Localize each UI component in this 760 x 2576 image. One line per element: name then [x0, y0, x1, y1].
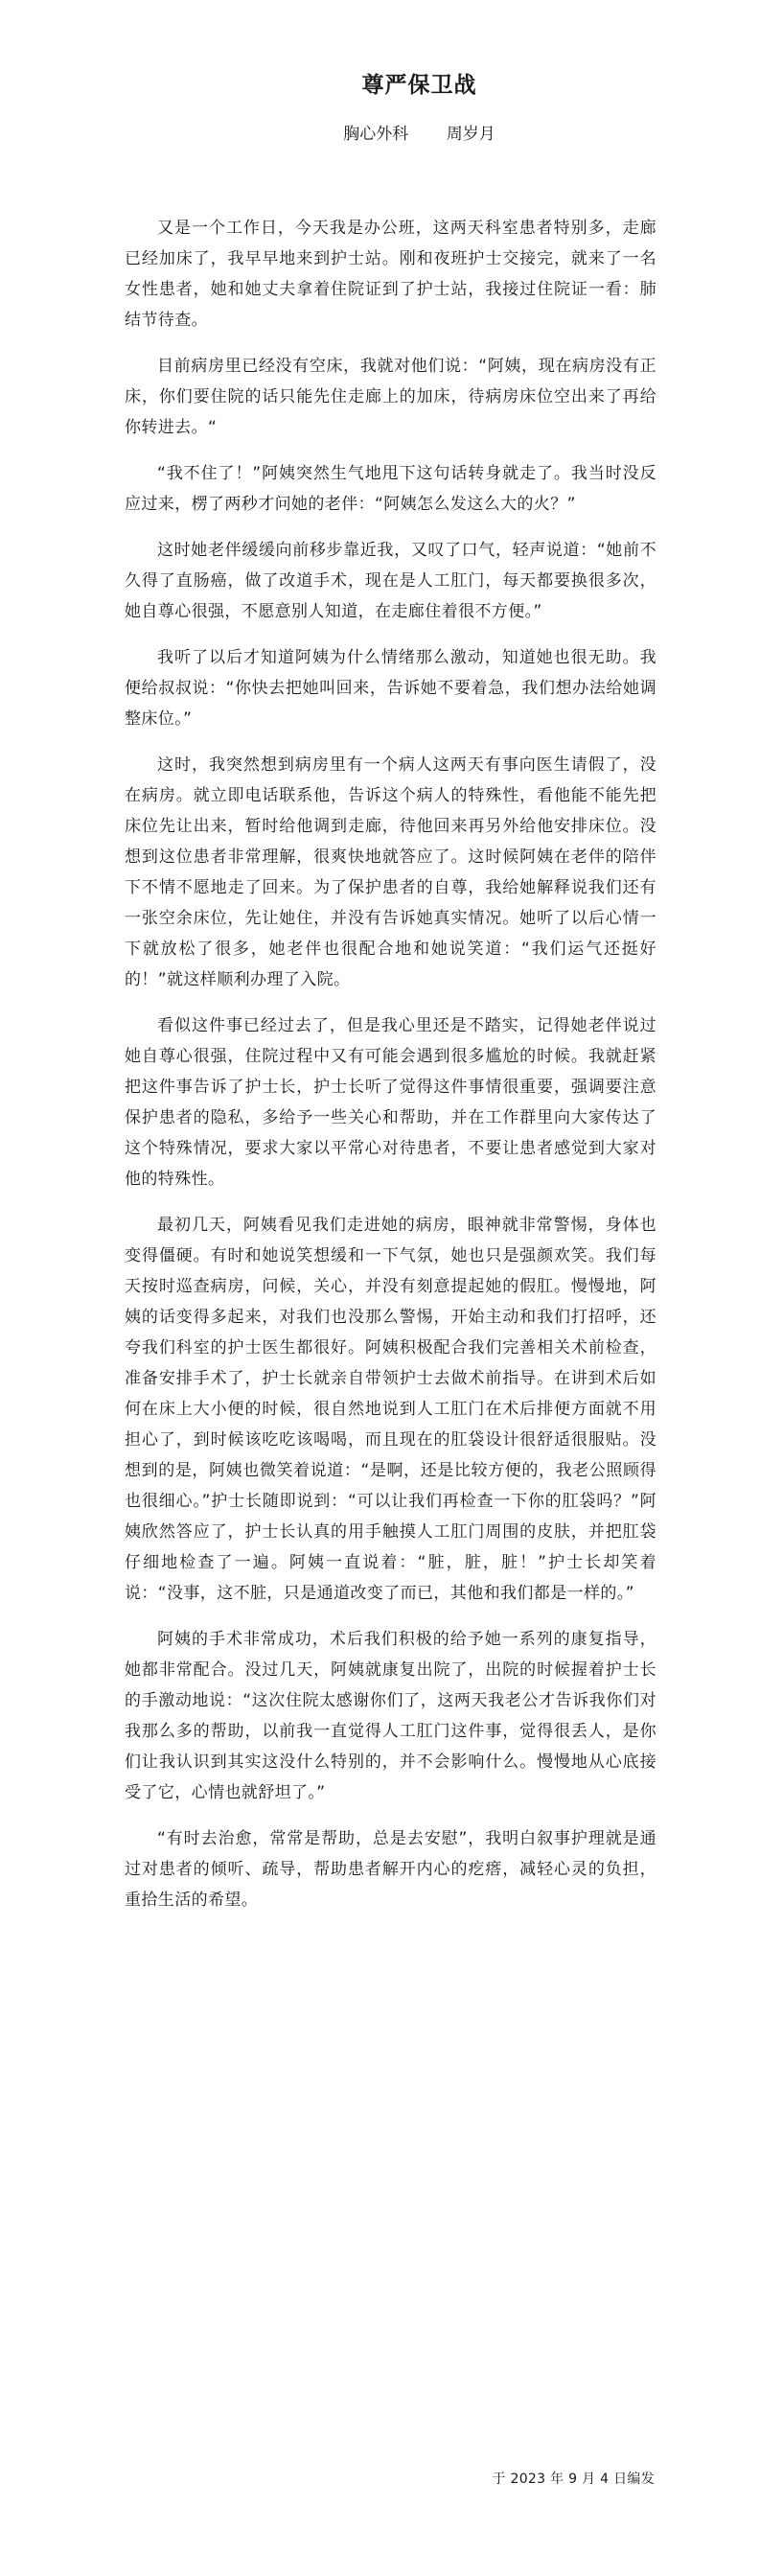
paragraph-8: 最初几天，阿姨看见我们走进她的病房，眼神就非常警惕，身体也变得僵硬。有时和她说笑想缓和一下气氛，她也只是强颜欢笑。我们每天按时巡查病房，问候，关心，并没有刻意提起她的假肛。慢慢地，阿姨的话变得多起来，对我们也没那么警惕，开始主动和我们打招呼，还夸我们科室的护士医生都很好。阿姨积极配合我们完善相关术前检查，准备安排手术了，护士长就亲自带领护士去做术前指导。在讲到术后如何在床上大小便的时候，很自然地说到人工肛门在术后排便方面就不用担心了，到时候该吃吃该喝喝，而且现在的肛袋设计很舒适很服贴。没想到的是，阿姨也微笑着说道：“是啊，还是比较方便的，我老公照顾得也很细心。”护士长随即说到：“可以让我们再检查一下你的肛袋吗？”阿姨欣然答应了，护士长认真的用手触摸人工肛门周围的皮肤，并把肛袋仔细地检查了一遍。阿姨一直说着：“脏，脏，脏！”护士长却笑着说：“没事，这不脏，只是通道改变了而已，其他和我们都是一样的。” [125, 1216, 656, 1603]
paragraph-3: “我不住了！”阿姨突然生气地甩下这句话转身就走了。我当时没反应过来，楞了两秒才问她的老伴：“阿姨怎么发这么大的火？” [125, 464, 656, 514]
article-body [125, 213, 656, 1915]
paragraph-2: 目前病房里已经没有空床，我就对他们说：“阿姨，现在病房没有正床，你们要住院的话只能先住走廊上的加床，待病房床位空出来了再给你转进去。“ [125, 357, 656, 437]
byline [125, 120, 656, 144]
publish-date-note: 于 2023 年 9 月 4 日编发 [492, 2472, 655, 2487]
paragraph-1: 又是一个工作日，今天我是办公班，这两天科室患者特别多，走廊已经加床了，我早早地来到护士站。刚和夜班护士交接完，就来了一名女性患者，她和她丈夫拿着住院证到了护士站，我接过住院证一看：肺结节待查。 [125, 219, 656, 330]
paragraph-6: 这时，我突然想到病房里有一个病人这两天有事向医生请假了，没在病房。就立即电话联系他，告诉这个病人的特殊性，看他能不能先把床位先让出来，暂时给他调到走廊，待他回来再另外给他安排床位。没想到这位患者非常理解，很爽快地就答应了。这时候阿姨在老伴的陪伴下不情不愿地走了回来。为了保护患者的自尊，我给她解释说我们还有一张空余床位，先让她住，并没有告诉她真实情况。她听了以后心情一下就放松了很多，她老伴也很配合地和她说笑道：“我们运气还挺好的！”就这样顺利办理了入院。 [125, 755, 656, 989]
article-title: 尊严保卫战 [361, 73, 477, 98]
author-department: 胸心外科 [343, 125, 409, 144]
paragraph-9: 阿姨的手术非常成功，术后我们积极的给予她一系列的康复指导，她都非常配合。没过几天，阿姨就康复出院了，出院的时候握着护士长的手激动地说：“这次住院太感谢你们了，这两天我老公才告诉我你们对我那么多的帮助，以前我一直觉得人工肛门这件事，觉得很丢人，是你们让我认识到其实这没什么特别的，并不会影响什么。慢慢地从心底接受了它，心情也就舒坦了。” [125, 1630, 656, 1802]
paragraph-7: 看似这件事已经过去了，但是我心里还是不踏实，记得她老伴说过她自尊心很强，住院过程中又有可能会遇到很多尴尬的时候。我就赶紧把这件事告诉了护士长，护士长听了觉得这件事情很重要，强调要注意保护患者的隐私，多给予一些关心和帮助，并在工作群里向大家传达了这个特殊情况，要求大家以平常心对待患者，不要让患者感觉到大家对他的特殊性。 [125, 1016, 656, 1189]
paragraph-10: “有时去治愈，常常是帮助，总是去安慰”，我明白叙事护理就是通过对患者的倾听、疏导，帮助患者解开内心的疙瘩，减轻心灵的负担，重拾生活的希望。 [125, 1829, 656, 1910]
paragraph-5: 我听了以后才知道阿姨为什么情绪那么激动，知道她也很无助。我便给叔叔说：“你快去把她叫回来，告诉她不要着急，我们想办法给她调整床位。” [125, 648, 656, 729]
paragraph-4: 这时她老伴缓缓向前移步靠近我，又叹了口气，轻声说道：“她前不久得了直肠癌，做了改道手术，现在是人工肛门，每天都要换很多次，她自尊心很强，不愿意别人知道，在走廊住着很不方便。” [125, 541, 656, 621]
author-name: 周岁月 [446, 125, 495, 144]
